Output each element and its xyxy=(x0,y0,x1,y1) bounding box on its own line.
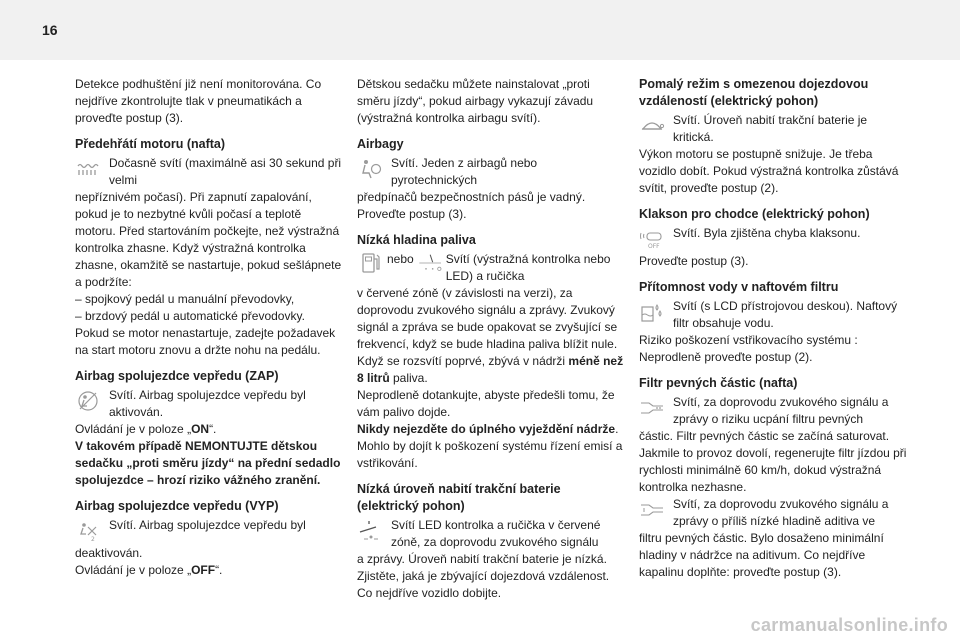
low-fuel-b2-pre: Když se rozsvítí poprvé, zbývá v nádrži xyxy=(357,354,569,368)
section-preheat-title: Předehřátí motoru (nafta) xyxy=(75,137,226,151)
glow-plug-icon xyxy=(75,155,109,183)
battery-gauge-icon xyxy=(357,517,391,545)
slow-mode-body: Výkon motoru se postupně snižuje. Je třeba vozidlo dobít. Pokud výstražná kontrolka zůstává svítit, proveďte postup (2). xyxy=(639,147,899,195)
pedestrian-horn-lead: Svítí. Byla zjištěna chyba klaksonu. xyxy=(673,226,861,240)
section-low-fuel-title: Nízká hladina paliva xyxy=(357,233,476,247)
low-fuel-b2-bold: méně než 8 litrů xyxy=(357,354,624,385)
airbag-icon xyxy=(357,155,391,183)
pedestrian-horn-body: Proveďte postup (3). xyxy=(639,254,749,268)
section-pedestrian-horn-title: Klakson pro chodce (elektrický pohon) xyxy=(639,207,870,221)
preheat-item-2: – brzdový pedál u automatické převodovky. xyxy=(75,309,305,323)
low-fuel-b4 xyxy=(357,421,625,472)
section-low-battery-title: Nízká úroveň nabití trakční baterie (elektrický pohon) xyxy=(357,482,561,513)
page-number: 16 xyxy=(42,22,58,38)
low-battery-body: a zprávy. Úroveň nabití trakční baterie je nízká. Zjistěte, jaká je zbývající dojezdová vzdálenost. Co nejdříve vozidlo dobijte. xyxy=(357,552,610,600)
additive-body: filtru pevných částic. Bylo dosaženo minimální hladiny v nádržce na aditivum. Co nejdříve kapalinu doplňte: proveďte postup (3). xyxy=(639,531,884,579)
low-battery-lead: Svítí LED kontrolka a ručička v červené zóně, za doprovodu zvukového signálu xyxy=(391,518,601,549)
particle-filter-icon xyxy=(639,394,673,422)
particle-filter-body: částic. Filtr pevných částic se začíná saturovat. Jakmile to provoz dovolí, regenerujte filtr jízdou při rychlosti minimálně 60 km/h, dokud výstražná kontrolka nezhasne. xyxy=(639,429,907,494)
column-2 xyxy=(357,76,625,602)
low-fuel-b4-post: . Mohlo by dojít k poškození systému řízení emisí a vstřikování. xyxy=(357,422,623,470)
tpms-note: Detekce podhuštění již není monitorována. Co nejdříve zkontrolujte tlak v pneumatikách a proveďte postup (3). xyxy=(75,77,322,125)
turtle-icon xyxy=(639,112,673,140)
airbag-on-warning-text: V takovém případě NEMONTUJTE dětskou sedačku „proti směru jízdy“ na přední sedadlo spolujezdce – hrozí riziko vážného zranění. xyxy=(75,439,341,487)
low-fuel-b3: Neprodleně dotankujte, abyste předešli tomu, že vám palivo dojde. xyxy=(357,388,615,419)
particle-filter-indicator xyxy=(639,394,907,428)
airbags-lead: Svítí. Jeden z airbagů nebo pyrotechnických xyxy=(391,156,538,187)
additive-lead: Svítí, za doprovodu zvukového signálu a zprávy o příliš nízké hladině aditiva ve xyxy=(673,497,889,528)
airbag-on-body xyxy=(75,421,345,438)
airbag-on-body-pre: Ovládání je v poloze „ xyxy=(75,422,192,436)
water-in-diesel-icon xyxy=(639,298,673,326)
airbag-on-body-post: “. xyxy=(209,422,217,436)
airbag-off-body2-bold: OFF xyxy=(191,563,216,577)
section-airbags-title: Airbagy xyxy=(357,137,404,151)
particle-filter-lead: Svítí, za doprovodu zvukového signálu a zprávy o riziku ucpání filtru pevných xyxy=(673,395,889,426)
water-diesel-indicator xyxy=(639,298,907,332)
airbag-on-warning xyxy=(75,438,345,489)
child-seat-note: Dětskou sedačku můžete nainstalovat „proti směru jízdy“, pokud airbagy vykazují závadu (výstražná kontrolka airbagu svítí). xyxy=(357,77,594,125)
pedestrian-horn-indicator xyxy=(639,225,907,253)
preheat-lead: Dočasně svítí (maximálně asi 30 sekund při velmi xyxy=(109,156,342,187)
low-fuel-or: nebo xyxy=(387,252,414,266)
low-fuel-b2-post: paliva. xyxy=(389,371,428,385)
water-diesel-lead: Svítí (s LCD přístrojovou deskou). Naftový filtr obsahuje vodu. xyxy=(673,299,898,330)
airbags-body: předpínačů bezpečnostních pásů je vadný. Proveďte postup (3). xyxy=(357,190,586,221)
airbag-off-body2-pre: Ovládání je v poloze „ xyxy=(75,563,192,577)
svg-text:2: 2 xyxy=(91,536,95,542)
preheat-indicator xyxy=(75,155,345,189)
low-battery-indicator xyxy=(357,517,625,551)
low-fuel-lead: Svítí (výstražná kontrolka nebo LED) a ručička xyxy=(445,252,611,283)
preheat-body: nepříznivém počasí). Při zapnutí zapalování, pokud je to nezbytné kvůli počasí a teplotě motoru. Před startováním počkejte, než výstražná kontrolka zhasne. Když výstražná kontrolka zhasne, okamžitě se nastartuje, pokud sešlápnete a podržíte: xyxy=(75,190,342,289)
section-particle-filter-title: Filtr pevných částic (nafta) xyxy=(639,376,798,390)
slow-mode-indicator xyxy=(639,112,907,146)
airbag-on-lead: Svítí. Airbag spolujezdce vepředu byl aktivován. xyxy=(109,388,306,419)
airbag-off-body2 xyxy=(75,562,345,579)
section-water-diesel-title: Přítomnost vody v naftovém filtru xyxy=(639,280,839,294)
airbag-off-body: deaktivován. xyxy=(75,546,143,560)
column-3 xyxy=(639,76,907,581)
additive-indicator xyxy=(639,496,907,530)
page-header-bar xyxy=(0,0,960,60)
svg-text:OFF: OFF xyxy=(648,243,660,250)
airbag-off-body2-post: “. xyxy=(215,563,223,577)
water-diesel-body: Riziko poškození vstřikovacího systému : Neprodleně proveďte postup (2). xyxy=(639,333,858,364)
section-slow-mode-title: Pomalý režim s omezenou dojezdovou vzdáleností (elektrický pohon) xyxy=(639,77,869,108)
low-fuel-body: v červené zóně (v závislosti na verzi), za doprovodu zvukového signálu a zprávy. Zvukový signál a zpráva se bude opakovat se zvyšující se frekvencí, když se bude hladina paliva blížit nule. xyxy=(357,286,618,351)
fuel-pump-icon xyxy=(357,251,387,280)
watermark: carmanualsonline.info xyxy=(750,615,948,635)
passenger-airbag-off-icon xyxy=(75,517,109,545)
column-1 xyxy=(75,76,345,579)
airbag-on-indicator xyxy=(75,387,345,421)
airbag-off-lead: Svítí. Airbag spolujezdce vepředu byl xyxy=(109,518,306,532)
fuel-gauge-icon xyxy=(416,251,446,280)
passenger-airbag-on-icon xyxy=(75,387,109,415)
low-fuel-indicator xyxy=(357,251,625,285)
section-airbag-on-title: Airbag spolujezdce vepředu (ZAP) xyxy=(75,369,279,383)
airbag-off-indicator xyxy=(75,517,345,545)
preheat-item-1: – spojkový pedál u manuální převodovky, xyxy=(75,292,295,306)
airbag-on-body-bold: ON xyxy=(191,422,210,436)
low-fuel-b4-bold: Nikdy nejezděte do úplného vyježdění nádrže xyxy=(357,422,616,436)
particle-filter-additive-icon xyxy=(639,496,673,524)
low-fuel-b2 xyxy=(357,353,625,387)
slow-mode-lead: Svítí. Úroveň nabití trakční baterie je kritická. xyxy=(673,113,868,144)
pedestrian-horn-off-icon xyxy=(639,225,673,253)
airbags-indicator xyxy=(357,155,625,189)
preheat-tail: Pokud se motor nenastartuje, zadejte požadavek na start motoru znovu a držte nohu na pedálu. xyxy=(75,326,336,357)
section-airbag-off-title: Airbag spolujezdce vepředu (VYP) xyxy=(75,499,279,513)
